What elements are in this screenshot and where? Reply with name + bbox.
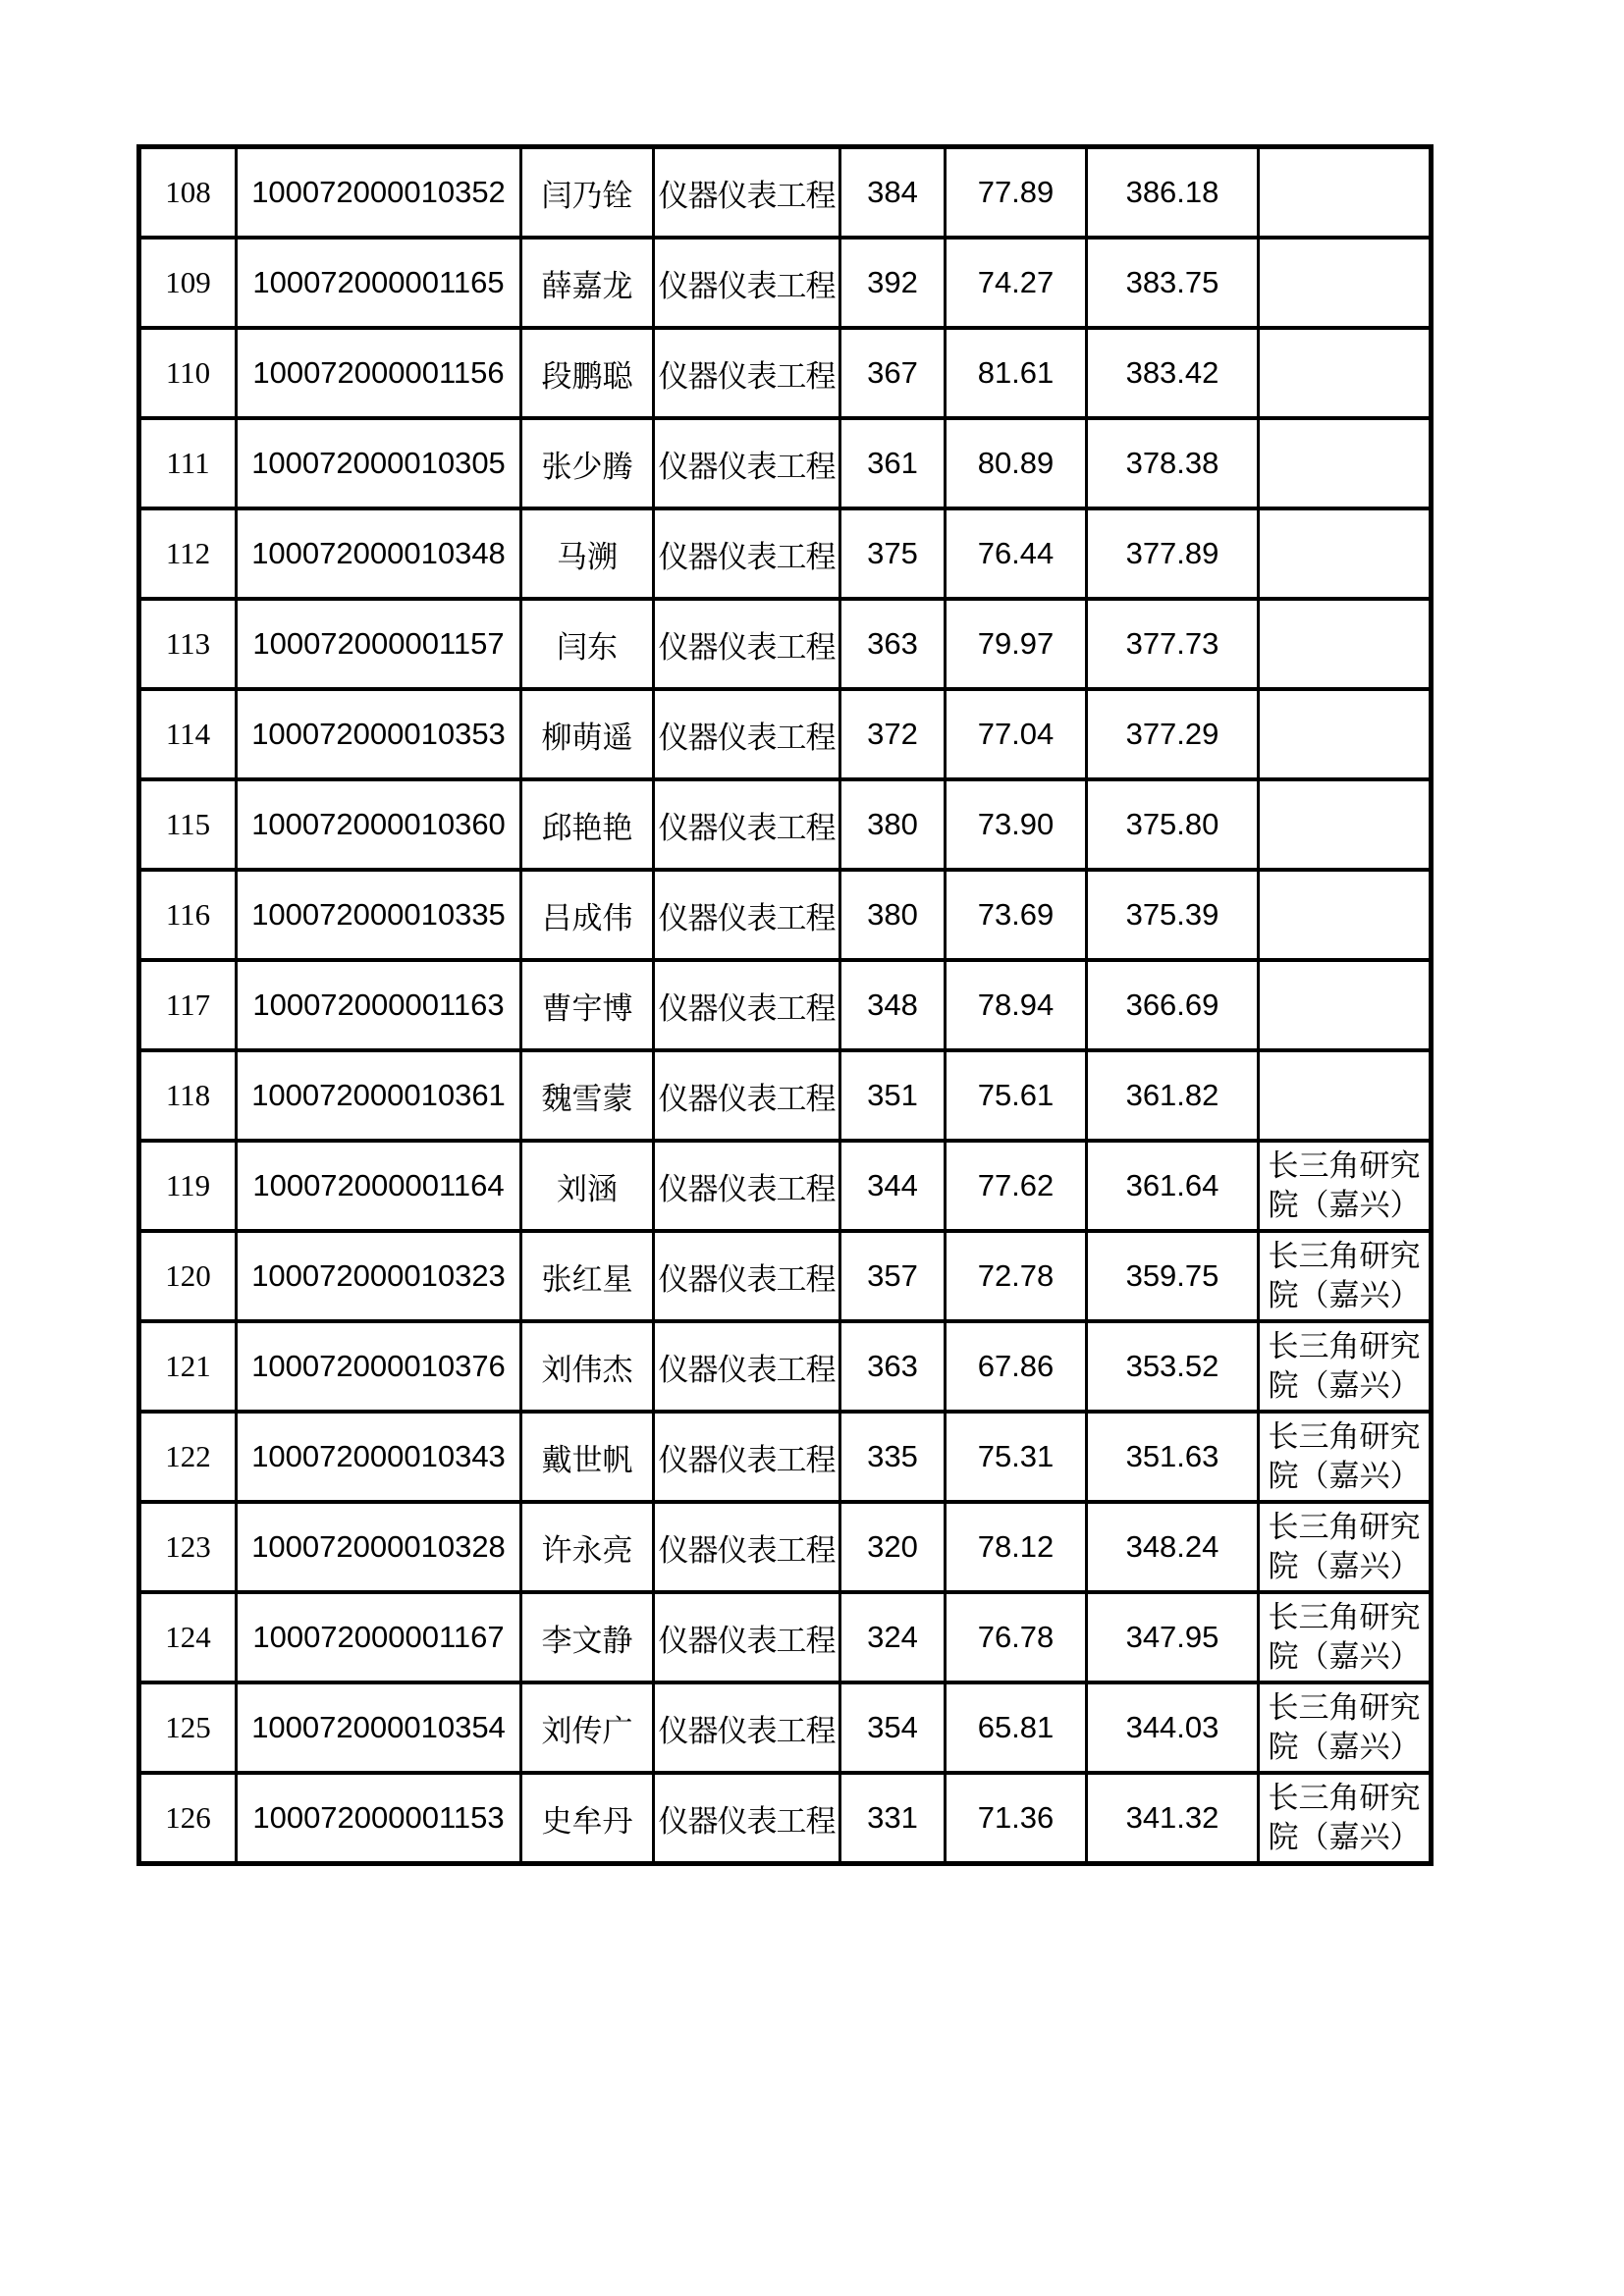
cell-score-2: 77.62: [946, 1141, 1087, 1231]
cell-major: 仪器仪表工程: [654, 1321, 840, 1412]
table-row: [139, 328, 1432, 418]
cell-major: 仪器仪表工程: [654, 599, 840, 689]
cell-score-2: 80.89: [946, 418, 1087, 508]
cell-row-number: 109: [139, 238, 237, 328]
cell-score-1: 354: [840, 1682, 946, 1773]
cell-score-1: 348: [840, 960, 946, 1050]
cell-total-score: 348.24: [1087, 1502, 1259, 1592]
cell-score-1: 324: [840, 1592, 946, 1682]
table-row: [139, 1682, 1432, 1773]
cell-name: 闫乃铨: [521, 147, 654, 239]
cell-total-score: 361.64: [1087, 1141, 1259, 1231]
cell-major: 仪器仪表工程: [654, 238, 840, 328]
cell-name: 许永亮: [521, 1502, 654, 1592]
cell-row-number: 118: [139, 1050, 237, 1141]
cell-major: 仪器仪表工程: [654, 418, 840, 508]
cell-score-1: 367: [840, 328, 946, 418]
cell-note: 长三角研究院（嘉兴）: [1259, 1773, 1432, 1864]
cell-total-score: 377.29: [1087, 689, 1259, 779]
cell-major: 仪器仪表工程: [654, 328, 840, 418]
cell-candidate-id: 100072000010328: [237, 1502, 521, 1592]
cell-note: [1259, 1050, 1432, 1141]
cell-note: [1259, 870, 1432, 960]
cell-score-1: 372: [840, 689, 946, 779]
cell-row-number: 126: [139, 1773, 237, 1864]
cell-candidate-id: 100072000001165: [237, 238, 521, 328]
table-row: [139, 870, 1432, 960]
cell-row-number: 110: [139, 328, 237, 418]
cell-candidate-id: 100072000010361: [237, 1050, 521, 1141]
cell-total-score: 366.69: [1087, 960, 1259, 1050]
cell-score-1: 375: [840, 508, 946, 599]
cell-name: 薛嘉龙: [521, 238, 654, 328]
cell-candidate-id: 100072000010352: [237, 147, 521, 239]
cell-row-number: 112: [139, 508, 237, 599]
cell-candidate-id: 100072000001164: [237, 1141, 521, 1231]
cell-score-2: 76.44: [946, 508, 1087, 599]
cell-score-1: 344: [840, 1141, 946, 1231]
cell-candidate-id: 100072000001157: [237, 599, 521, 689]
cell-total-score: 347.95: [1087, 1592, 1259, 1682]
cell-name: 段鹏聪: [521, 328, 654, 418]
cell-candidate-id: 100072000010360: [237, 779, 521, 870]
cell-candidate-id: 100072000010335: [237, 870, 521, 960]
cell-row-number: 120: [139, 1231, 237, 1321]
cell-total-score: 383.42: [1087, 328, 1259, 418]
cell-score-2: 78.12: [946, 1502, 1087, 1592]
cell-score-1: 384: [840, 147, 946, 239]
cell-row-number: 125: [139, 1682, 237, 1773]
table-row: [139, 960, 1432, 1050]
table-row: [139, 1050, 1432, 1141]
cell-row-number: 123: [139, 1502, 237, 1592]
results-table-body: [139, 147, 1432, 1864]
cell-name: 李文静: [521, 1592, 654, 1682]
cell-candidate-id: 100072000010323: [237, 1231, 521, 1321]
table-row: [139, 1412, 1432, 1502]
cell-score-2: 76.78: [946, 1592, 1087, 1682]
cell-major: 仪器仪表工程: [654, 508, 840, 599]
cell-total-score: 341.32: [1087, 1773, 1259, 1864]
cell-candidate-id: 100072000001163: [237, 960, 521, 1050]
cell-score-2: 78.94: [946, 960, 1087, 1050]
table-row: [139, 238, 1432, 328]
admission-results-table: [136, 144, 1434, 1866]
cell-score-2: 74.27: [946, 238, 1087, 328]
table-row: [139, 1592, 1432, 1682]
cell-score-2: 79.97: [946, 599, 1087, 689]
cell-row-number: 111: [139, 418, 237, 508]
cell-score-1: 351: [840, 1050, 946, 1141]
cell-major: 仪器仪表工程: [654, 1231, 840, 1321]
cell-note: [1259, 238, 1432, 328]
cell-row-number: 115: [139, 779, 237, 870]
table-row: [139, 1231, 1432, 1321]
cell-name: 柳萌遥: [521, 689, 654, 779]
cell-note: 长三角研究院（嘉兴）: [1259, 1412, 1432, 1502]
cell-candidate-id: 100072000001167: [237, 1592, 521, 1682]
cell-score-1: 320: [840, 1502, 946, 1592]
cell-total-score: 375.39: [1087, 870, 1259, 960]
cell-name: 戴世帆: [521, 1412, 654, 1502]
cell-note: [1259, 599, 1432, 689]
cell-score-2: 65.81: [946, 1682, 1087, 1773]
cell-major: 仪器仪表工程: [654, 779, 840, 870]
cell-name: 曹宇博: [521, 960, 654, 1050]
cell-score-1: 361: [840, 418, 946, 508]
cell-major: 仪器仪表工程: [654, 1050, 840, 1141]
cell-candidate-id: 100072000010305: [237, 418, 521, 508]
cell-major: 仪器仪表工程: [654, 1141, 840, 1231]
cell-score-1: 331: [840, 1773, 946, 1864]
cell-row-number: 122: [139, 1412, 237, 1502]
table-row: [139, 689, 1432, 779]
cell-total-score: 375.80: [1087, 779, 1259, 870]
cell-total-score: 351.63: [1087, 1412, 1259, 1502]
table-row: [139, 147, 1432, 239]
cell-total-score: 359.75: [1087, 1231, 1259, 1321]
cell-name: 刘传广: [521, 1682, 654, 1773]
cell-score-2: 77.89: [946, 147, 1087, 239]
cell-note: [1259, 328, 1432, 418]
cell-row-number: 113: [139, 599, 237, 689]
cell-major: 仪器仪表工程: [654, 1592, 840, 1682]
cell-score-1: 363: [840, 1321, 946, 1412]
cell-score-2: 73.69: [946, 870, 1087, 960]
table-row: [139, 1502, 1432, 1592]
cell-candidate-id: 100072000001156: [237, 328, 521, 418]
cell-name: 吕成伟: [521, 870, 654, 960]
cell-total-score: 377.89: [1087, 508, 1259, 599]
cell-candidate-id: 100072000010343: [237, 1412, 521, 1502]
cell-row-number: 119: [139, 1141, 237, 1231]
table-row: [139, 1773, 1432, 1864]
table-row: [139, 1321, 1432, 1412]
cell-note: 长三角研究院（嘉兴）: [1259, 1141, 1432, 1231]
cell-note: [1259, 508, 1432, 599]
cell-note: 长三角研究院（嘉兴）: [1259, 1682, 1432, 1773]
cell-note: 长三角研究院（嘉兴）: [1259, 1231, 1432, 1321]
cell-row-number: 108: [139, 147, 237, 239]
cell-score-1: 335: [840, 1412, 946, 1502]
cell-total-score: 378.38: [1087, 418, 1259, 508]
cell-score-2: 77.04: [946, 689, 1087, 779]
cell-score-2: 72.78: [946, 1231, 1087, 1321]
cell-major: 仪器仪表工程: [654, 689, 840, 779]
cell-major: 仪器仪表工程: [654, 147, 840, 239]
cell-score-2: 67.86: [946, 1321, 1087, 1412]
cell-note: 长三角研究院（嘉兴）: [1259, 1321, 1432, 1412]
cell-score-1: 363: [840, 599, 946, 689]
cell-score-2: 81.61: [946, 328, 1087, 418]
cell-score-2: 73.90: [946, 779, 1087, 870]
cell-name: 闫东: [521, 599, 654, 689]
cell-score-1: 380: [840, 779, 946, 870]
cell-note: [1259, 418, 1432, 508]
table-row: [139, 418, 1432, 508]
cell-total-score: 361.82: [1087, 1050, 1259, 1141]
cell-note: [1259, 147, 1432, 239]
cell-name: 邱艳艳: [521, 779, 654, 870]
cell-candidate-id: 100072000010348: [237, 508, 521, 599]
cell-score-1: 357: [840, 1231, 946, 1321]
cell-total-score: 386.18: [1087, 147, 1259, 239]
table-row: [139, 599, 1432, 689]
cell-note: [1259, 960, 1432, 1050]
cell-name: 张少腾: [521, 418, 654, 508]
cell-row-number: 124: [139, 1592, 237, 1682]
cell-row-number: 121: [139, 1321, 237, 1412]
cell-candidate-id: 100072000001153: [237, 1773, 521, 1864]
cell-candidate-id: 100072000010354: [237, 1682, 521, 1773]
cell-major: 仪器仪表工程: [654, 1682, 840, 1773]
cell-total-score: 383.75: [1087, 238, 1259, 328]
cell-note: 长三角研究院（嘉兴）: [1259, 1502, 1432, 1592]
cell-major: 仪器仪表工程: [654, 1773, 840, 1864]
cell-note: 长三角研究院（嘉兴）: [1259, 1592, 1432, 1682]
cell-row-number: 114: [139, 689, 237, 779]
cell-major: 仪器仪表工程: [654, 1412, 840, 1502]
cell-score-2: 75.61: [946, 1050, 1087, 1141]
cell-score-2: 75.31: [946, 1412, 1087, 1502]
cell-major: 仪器仪表工程: [654, 870, 840, 960]
cell-candidate-id: 100072000010376: [237, 1321, 521, 1412]
cell-total-score: 344.03: [1087, 1682, 1259, 1773]
cell-name: 张红星: [521, 1231, 654, 1321]
cell-name: 马溯: [521, 508, 654, 599]
cell-major: 仪器仪表工程: [654, 960, 840, 1050]
cell-candidate-id: 100072000010353: [237, 689, 521, 779]
table-row: [139, 508, 1432, 599]
cell-total-score: 377.73: [1087, 599, 1259, 689]
cell-total-score: 353.52: [1087, 1321, 1259, 1412]
table-row: [139, 779, 1432, 870]
cell-score-1: 392: [840, 238, 946, 328]
cell-name: 史牟丹: [521, 1773, 654, 1864]
cell-name: 刘伟杰: [521, 1321, 654, 1412]
cell-score-1: 380: [840, 870, 946, 960]
cell-note: [1259, 779, 1432, 870]
cell-name: 刘涵: [521, 1141, 654, 1231]
cell-note: [1259, 689, 1432, 779]
cell-major: 仪器仪表工程: [654, 1502, 840, 1592]
cell-score-2: 71.36: [946, 1773, 1087, 1864]
cell-row-number: 117: [139, 960, 237, 1050]
cell-name: 魏雪蒙: [521, 1050, 654, 1141]
cell-row-number: 116: [139, 870, 237, 960]
table-row: [139, 1141, 1432, 1231]
